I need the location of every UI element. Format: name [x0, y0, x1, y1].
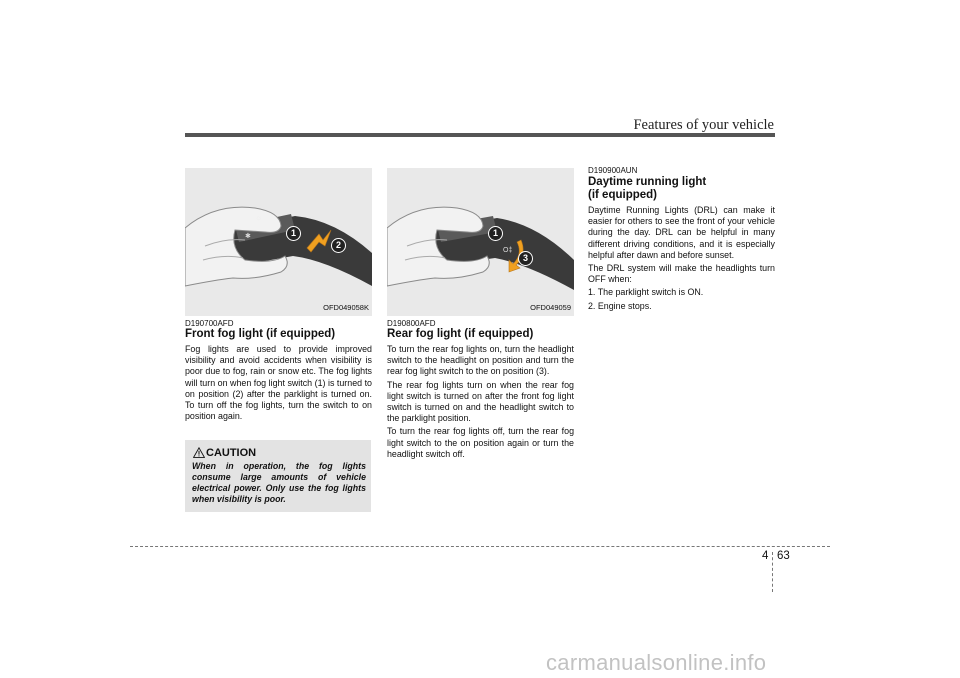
paragraph: The rear fog lights turn on when the rear fog light switch is turned on after the front fog light switch is turned on and the headlight switch to the parklight position.	[387, 379, 574, 424]
svg-text:✱: ✱	[245, 233, 251, 240]
paragraph: Fog lights are used to provide improved visibility and avoid accidents when visibility is poor due to fog, rain or snow etc. The fog lights will turn on when fog light switch (1) is turned to on position (2) after the parklight is turned on. To turn off the fog lights, turn the switch to on position again.	[185, 344, 372, 422]
caution-title: CAUTION	[206, 447, 257, 459]
paragraph: To turn the rear fog lights off, turn the rear fog light switch to the on position again or turn the headlight switch off.	[387, 426, 574, 459]
callout-1-label: 1	[492, 228, 498, 238]
paragraph: Daytime Running Lights (DRL) can make it easier for others to see the front of your vehicle during the day. DRL can be helpful in many different driving conditions, and it is especially helpful after dawn and before sunset.	[588, 205, 775, 260]
section-heading: Rear fog light (if equipped)	[387, 328, 534, 340]
caution-text: When in operation, the fog lights consume large amounts of vehicle electrical power. Only use the fog lights when visibility is poor.	[192, 461, 366, 504]
section-code: D190700AFD	[185, 319, 234, 328]
section-body	[185, 344, 372, 424]
hand-on-stalk-illustration	[387, 168, 574, 316]
warning-triangle-icon	[193, 447, 205, 458]
footer-rule	[130, 546, 830, 547]
callout-2-badge	[331, 238, 346, 253]
heading-line: Daytime running light	[588, 176, 707, 188]
chapter-number: 4	[762, 550, 769, 562]
section-heading	[588, 176, 778, 202]
header-rule	[185, 133, 775, 137]
section-code: D190900AUN	[588, 166, 638, 175]
paragraph: 2. Engine stops.	[588, 300, 652, 311]
callout-1-badge	[488, 226, 503, 241]
paragraph: To turn the rear fog lights on, turn the headlight switch to the headlight on position and turn the rear fog light switch to the on position (3).	[387, 344, 574, 377]
page-number: 63	[777, 550, 790, 562]
section-heading: Front fog light (if equipped)	[185, 328, 336, 340]
rear-fog-light-figure	[387, 168, 574, 316]
callout-3-label: 3	[522, 253, 528, 263]
watermark: carmanualsonline.info	[546, 650, 767, 675]
callout-2-label: 2	[335, 240, 341, 250]
callout-1-label: 1	[290, 228, 296, 238]
caution-box	[185, 440, 371, 512]
heading-line: (if equipped)	[588, 189, 657, 201]
figure-code: OFD049059	[530, 303, 571, 312]
front-fog-light-figure	[185, 168, 372, 316]
section-body	[588, 205, 775, 314]
svg-text:O‡: O‡	[503, 247, 513, 254]
paragraph: The DRL system will make the headlights turn OFF when:	[588, 263, 775, 285]
section-header-title: Features of your vehicle	[633, 117, 774, 133]
figure-code: OFD049058K	[323, 303, 369, 312]
section-body	[387, 344, 574, 462]
paragraph: 1. The parklight switch is ON.	[588, 287, 704, 298]
page-divider	[772, 552, 773, 592]
section-code: D190800AFD	[387, 319, 436, 328]
callout-3-badge	[518, 251, 533, 266]
callout-1-badge	[286, 226, 301, 241]
svg-text:☼: ☼	[255, 213, 263, 222]
